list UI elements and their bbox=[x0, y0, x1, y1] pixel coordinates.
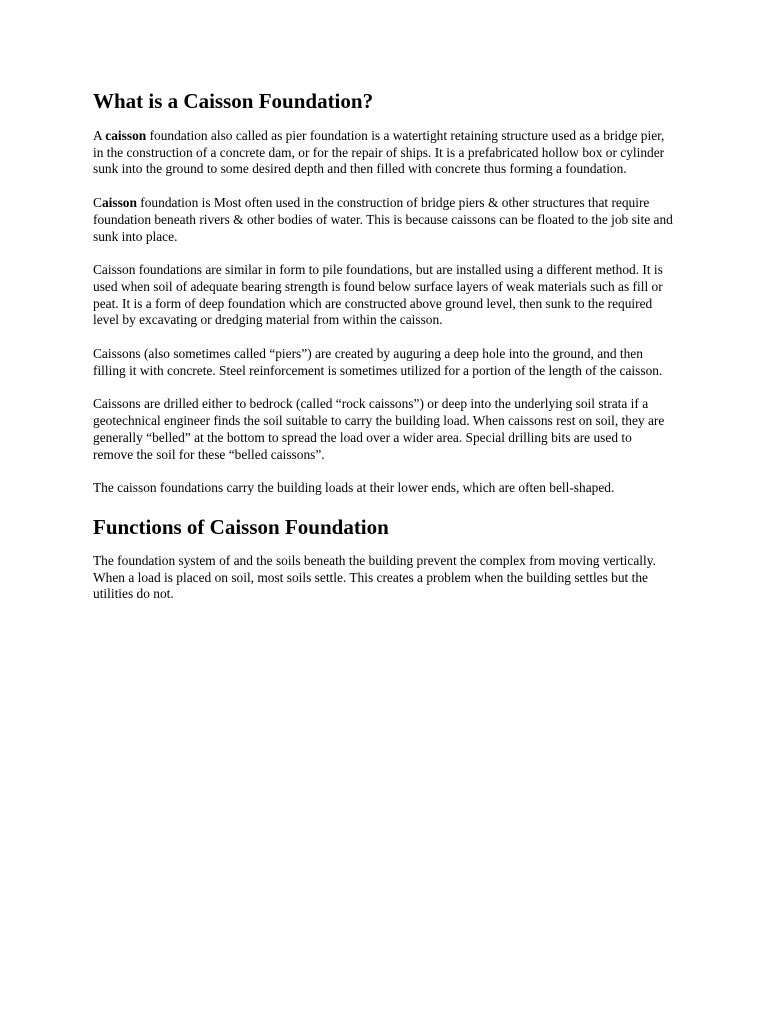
paragraph-text: foundation also called as pier foundation is a watertight retaining structure used as a bridge pier, in the construction of a concrete dam, or for the repair of ships. It is a prefabricated hollow box or cylinder sunk into the ground to some desired depth and then filled with concrete thus forming a foundation. bbox=[93, 128, 665, 177]
bold-term: caisson bbox=[105, 128, 147, 143]
paragraph-text: C bbox=[93, 195, 102, 211]
paragraph-comparison: Caisson foundations are similar in form to pile foundations, but are installed using a different method. It is used when soil of adequate bearing strength is found below surface layers of weak materials such as fill or peat. It is a form of deep foundation which are constructed above ground level, then sunk to the required level by excavating or dredging material from within the caisson. bbox=[93, 262, 663, 328]
page-title: What is a Caisson Foundation? bbox=[93, 89, 374, 113]
paragraph-types: Caissons are drilled either to bedrock (called “rock caissons”) or deep into the underlying soil strata if a geotechnical engineer finds the soil suitable to carry the building load. When caissons rest on soil, they are generally “belled” at the bottom to spread the load over a wider area. Special drilling bits are used to remove the soil for these “belled caissons”. bbox=[93, 396, 665, 462]
paragraph-functions: The foundation system of and the soils beneath the building prevent the complex from moving vertically. When a load is placed on soil, most soils settle. This creates a problem when the building settles but the utilities do not. bbox=[93, 552, 656, 602]
paragraph-usage bbox=[93, 195, 675, 245]
section-heading: Functions of Caisson Foundation bbox=[93, 514, 389, 539]
paragraph-construction: Caissons (also sometimes called “piers”) are created by auguring a deep hole into the ground, and then filling it with concrete. Steel reinforcement is sometimes utilized for a portion of the length of the caisson. bbox=[93, 346, 663, 378]
document-page bbox=[93, 88, 675, 620]
paragraph-loads: The caisson foundations carry the building loads at their lower ends, which are often bell-shaped. bbox=[93, 480, 615, 496]
bold-term: aisson bbox=[101, 195, 137, 211]
paragraph-definition bbox=[93, 128, 675, 178]
paragraph-text: foundation is Most often used in the construction of bridge piers & other structures that require foundation beneath rivers & other bodies of water. This is because caissons can be floated to the job site and sunk into place. bbox=[93, 195, 673, 244]
paragraph-text: A bbox=[93, 128, 106, 143]
